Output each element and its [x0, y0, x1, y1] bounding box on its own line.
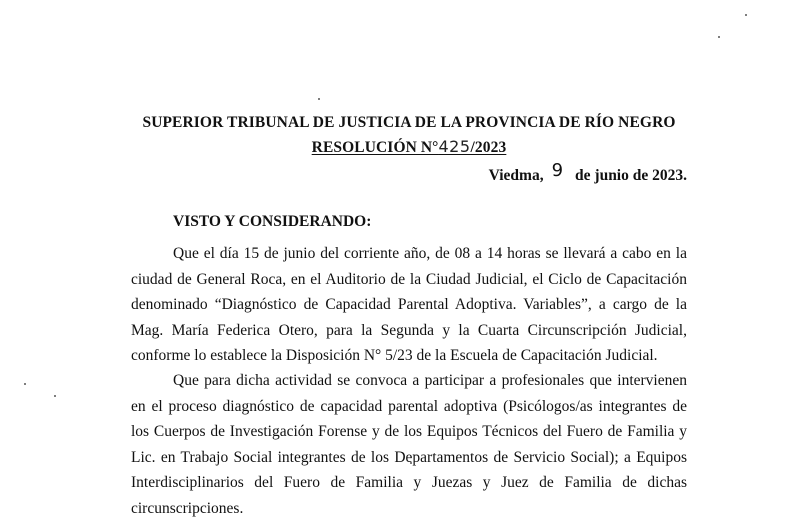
- section-heading: VISTO Y CONSIDERANDO:: [173, 213, 372, 230]
- resolution-number-line: [312, 139, 507, 156]
- resolution-year: /2023: [470, 139, 507, 156]
- resolution-number-handwritten: 425: [438, 137, 471, 156]
- paragraph-1: Que el día 15 de junio del corriente año, de 08 a 14 horas se llevará a cabo en la ciudad de General Roca, en el Auditorio de la Ciudad Judicial, el Ciclo de Capacitación denominado “Diagnóstico de Capacidad Parental Adoptiva. Variables”, a cargo de la Mag. María Federica Otero, para la Segunda y la Cuarta Circunscripción Judicial, conforme lo establece la Disposición N° 5/23 de la Escuela de Capacitación Judicial.: [131, 245, 687, 365]
- resolution-heading: [9, 137, 800, 157]
- date-day-handwritten: 9: [551, 160, 564, 181]
- date-line: [488, 160, 687, 185]
- resolution-prefix: RESOLUCIÓN N°: [311, 139, 439, 156]
- date-city: Viedma,: [488, 167, 544, 184]
- scan-speck: [54, 395, 56, 397]
- tribunal-heading: SUPERIOR TRIBUNAL DE JUSTICIA DE LA PROVINCIA DE RÍO NEGRO: [142, 114, 676, 131]
- scan-speck: [24, 383, 26, 385]
- date-rest: de junio de 2023.: [575, 167, 687, 184]
- scan-speck: [745, 14, 747, 16]
- paragraph-2: Que para dicha actividad se convoca a participar a profesionales que intervienen en el proceso diagnóstico de capacidad parental adoptiva (Psicólogos/as integrantes de los Cuerpos de Investigación Forense y de los Equipos Técnicos del Fuero de Familia y Lic. en Trabajo Social integrantes de los Departamentos de Servicio Social); a Equipos Interdisciplinarios del Fuero de Familia y Juezas y Juez de Familia de dichas circunscripciones.: [131, 372, 687, 517]
- scan-speck: [318, 98, 320, 100]
- scan-speck: [718, 36, 720, 38]
